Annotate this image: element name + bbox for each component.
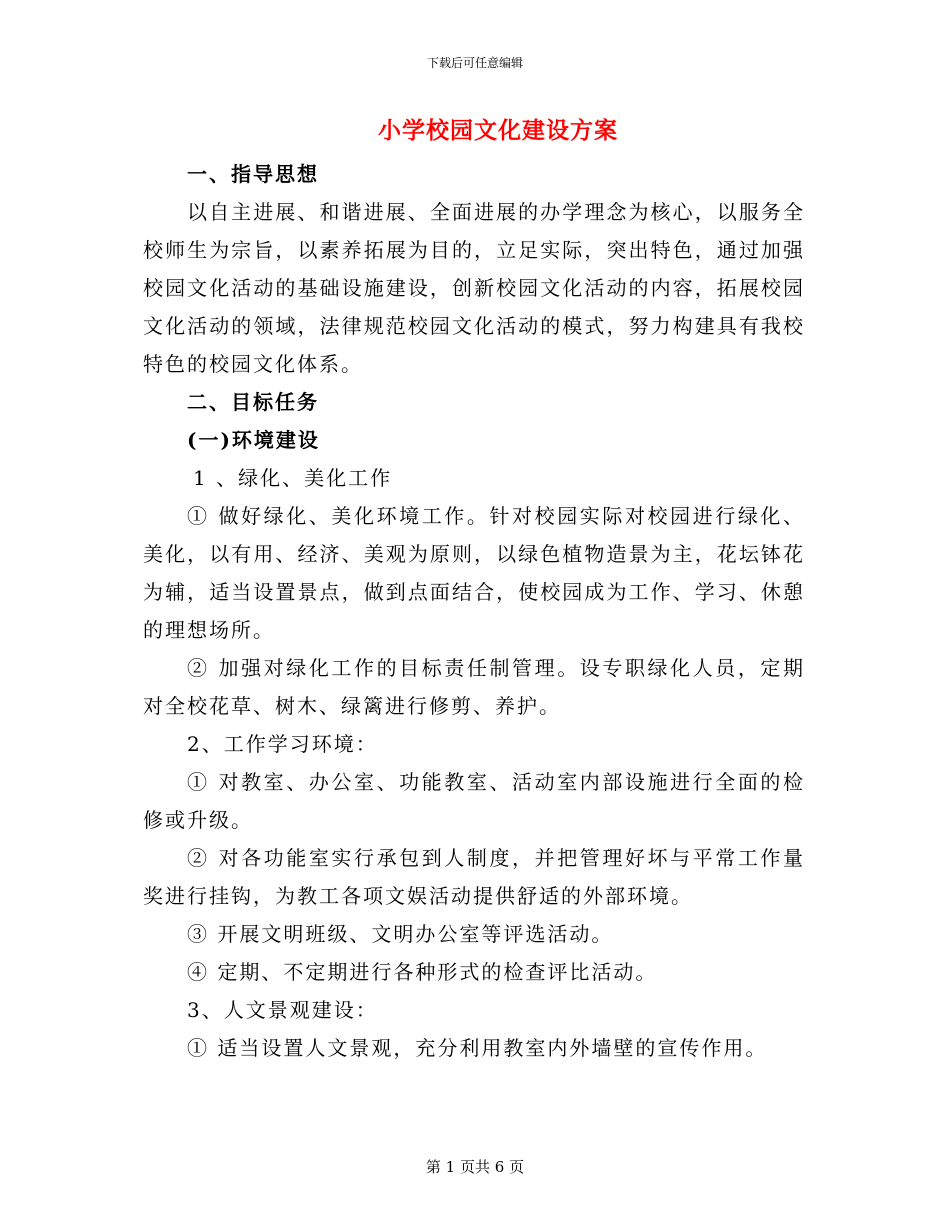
item-heading-greening: 1 、绿化、美化工作 [193, 466, 393, 490]
document-body [143, 155, 805, 1067]
section-heading-goals-tasks: 二、目标任务 [187, 390, 319, 414]
section-heading-guiding-ideology: 一、指导思想 [187, 162, 319, 186]
subsection-heading-environment: (一)环境建设 [187, 428, 320, 452]
paragraph-greening-1: ① 做好绿化、美化环境工作。针对校园实际对校园进行绿化、美化，以有用、经济、美观为原则，以绿色植物造景为主，花坛钵花为辅，适当设置景点，做到点面结合，使校园成为工作、学习、休憩的理想场所。 [143, 504, 805, 642]
paragraph-humanistic-1: ① 适当设置人文景观，充分利用教室内外墙壁的宣传作用。 [187, 1036, 768, 1060]
paragraph-guiding-ideology: 以自主进展、和谐进展、全面进展的办学理念为核心，以服务全校师生为宗旨，以素养拓展为目的，立足实际，突出特色，通过加强校园文化活动的基础设施建设，创新校园文化活动的内容，拓展校园文化活动的领域，法律规范校园文化活动的模式，努力构建具有我校特色的校园文化体系。 [143, 200, 805, 376]
paragraph-work-study-1: ① 对教室、办公室、功能教室、活动室内部设施进行全面的检修或升级。 [143, 770, 805, 832]
document-title: 小学校园文化建设方案 [378, 117, 618, 144]
header-note: 下载后可任意编辑 [426, 56, 523, 70]
item-heading-work-study: 2、工作学习环境： [187, 732, 378, 756]
paragraph-work-study-2: ② 对各功能室实行承包到人制度，并把管理好坏与平常工作量奖进行挂钩，为教工各项文娱活动提供舒适的外部环境。 [143, 846, 805, 908]
paragraph-work-study-3: ③ 开展文明班级、文明办公室等评选活动。 [187, 922, 614, 946]
paragraph-work-study-4: ④ 定期、不定期进行各种形式的检查评比活动。 [187, 960, 658, 984]
item-heading-humanistic: 3、人文景观建设： [187, 998, 378, 1022]
paragraph-greening-2: ② 加强对绿化工作的目标责任制管理。设专职绿化人员，定期对全校花草、树木、绿篱进行修剪、养护。 [143, 656, 805, 718]
page-number-footer: 第 1 页共 6 页 [425, 1158, 525, 1176]
